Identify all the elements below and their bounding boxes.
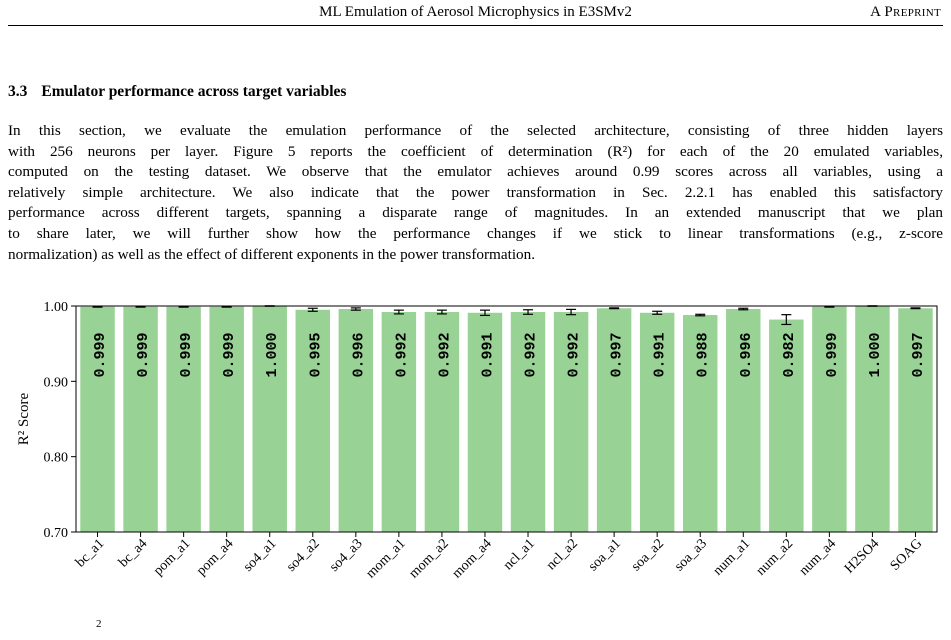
section-title: Emulator performance across target variables [41,83,347,100]
data-label: 1.000 [866,332,884,378]
x-tick-label: mom_a2 [406,536,452,582]
x-tick-label: so4_a1 [240,536,280,575]
preprint-tag: A Preprint [870,4,941,20]
paragraph-line: to share later, we will further show how the performance changes if we stick to linear transformations (e.g., z-score [8,224,943,242]
x-tick-label: num_a4 [796,536,840,579]
data-label: 0.996 [737,332,755,378]
paragraph-line: normalization) as well as the effect of different exponents in the power transformation. [8,245,536,263]
x-tick-label: pom_a4 [193,536,237,579]
x-tick-label: mom_a4 [449,536,495,582]
x-tick-label: so4_a3 [326,536,366,575]
plot-frame [76,306,937,532]
data-label: 0.992 [393,332,411,378]
data-label: 0.991 [479,332,497,378]
x-tick-label: ncl_a1 [500,536,538,574]
data-label: 0.996 [350,332,368,378]
data-label: 0.999 [221,332,239,378]
section-number: 3.3 [8,83,28,100]
x-tick-label: mom_a1 [363,536,409,582]
paragraph-line: In this section, we evaluate the emulation performance of the selected architecture, consisting of three hidden layers [8,122,943,139]
data-label: 0.982 [780,332,798,378]
y-axis-label: R² Score [16,392,32,446]
x-tick-label: soa_a1 [585,536,624,575]
y-tick-label: 0.70 [43,526,68,541]
x-tick-label: H2SO4 [841,536,883,577]
data-label: 0.992 [522,332,540,378]
paragraph-line: performance across different targets, spanning a disparate range of magnitudes. In an extended manuscript that we plan [8,204,943,222]
y-tick-label: 0.90 [43,375,68,391]
data-label: 0.999 [178,332,196,378]
data-label: 0.992 [565,332,583,378]
data-label: 0.995 [307,332,325,378]
x-tick-label: ncl_a2 [543,536,581,574]
r2-bar-chart [0,300,951,618]
data-label: 0.988 [694,332,712,378]
x-tick-label: so4_a2 [283,536,323,575]
x-tick-label: num_a1 [710,536,754,579]
x-tick-label: bc_a1 [73,536,108,571]
running-header-title: ML Emulation of Aerosol Microphysics in E3SMv2 [319,4,632,20]
data-label: 0.999 [823,332,841,378]
x-tick-label: pom_a1 [150,536,194,579]
y-tick-label: 0.80 [43,450,68,466]
running-header [8,4,943,24]
y-tick-label: 1.00 [43,300,68,315]
x-tick-label: soa_a2 [628,536,668,575]
x-tick-label: soa_a3 [671,536,711,575]
header-rule [8,25,943,26]
data-label: 0.992 [436,332,454,378]
body-paragraph [8,121,943,265]
data-label: 0.999 [135,332,153,378]
paragraph-line: with 256 neurons per layer. Figure 5 reports the coefficient of determination (R²) for each of the 20 emulated variables, [8,142,943,160]
data-label: 0.997 [909,332,927,378]
x-tick-label: SOAG [887,536,926,574]
caption-fragment: 2 [96,618,102,630]
data-label: 0.997 [608,332,626,378]
data-label: 0.999 [92,332,110,378]
x-tick-label: num_a2 [753,536,797,579]
data-label: 1.000 [264,332,282,378]
data-label: 0.991 [651,332,669,378]
paragraph-line: relatively simple architecture. We also indicate that the power transformation in Sec. 2.2.1 has enabled this satisfactory [8,183,943,201]
paragraph-line: computed on the testing dataset. We observe that the emulator achieves around 0.99 scores across all variables, using a [8,163,943,181]
x-tick-label: bc_a4 [116,536,151,571]
section-heading [8,83,346,101]
